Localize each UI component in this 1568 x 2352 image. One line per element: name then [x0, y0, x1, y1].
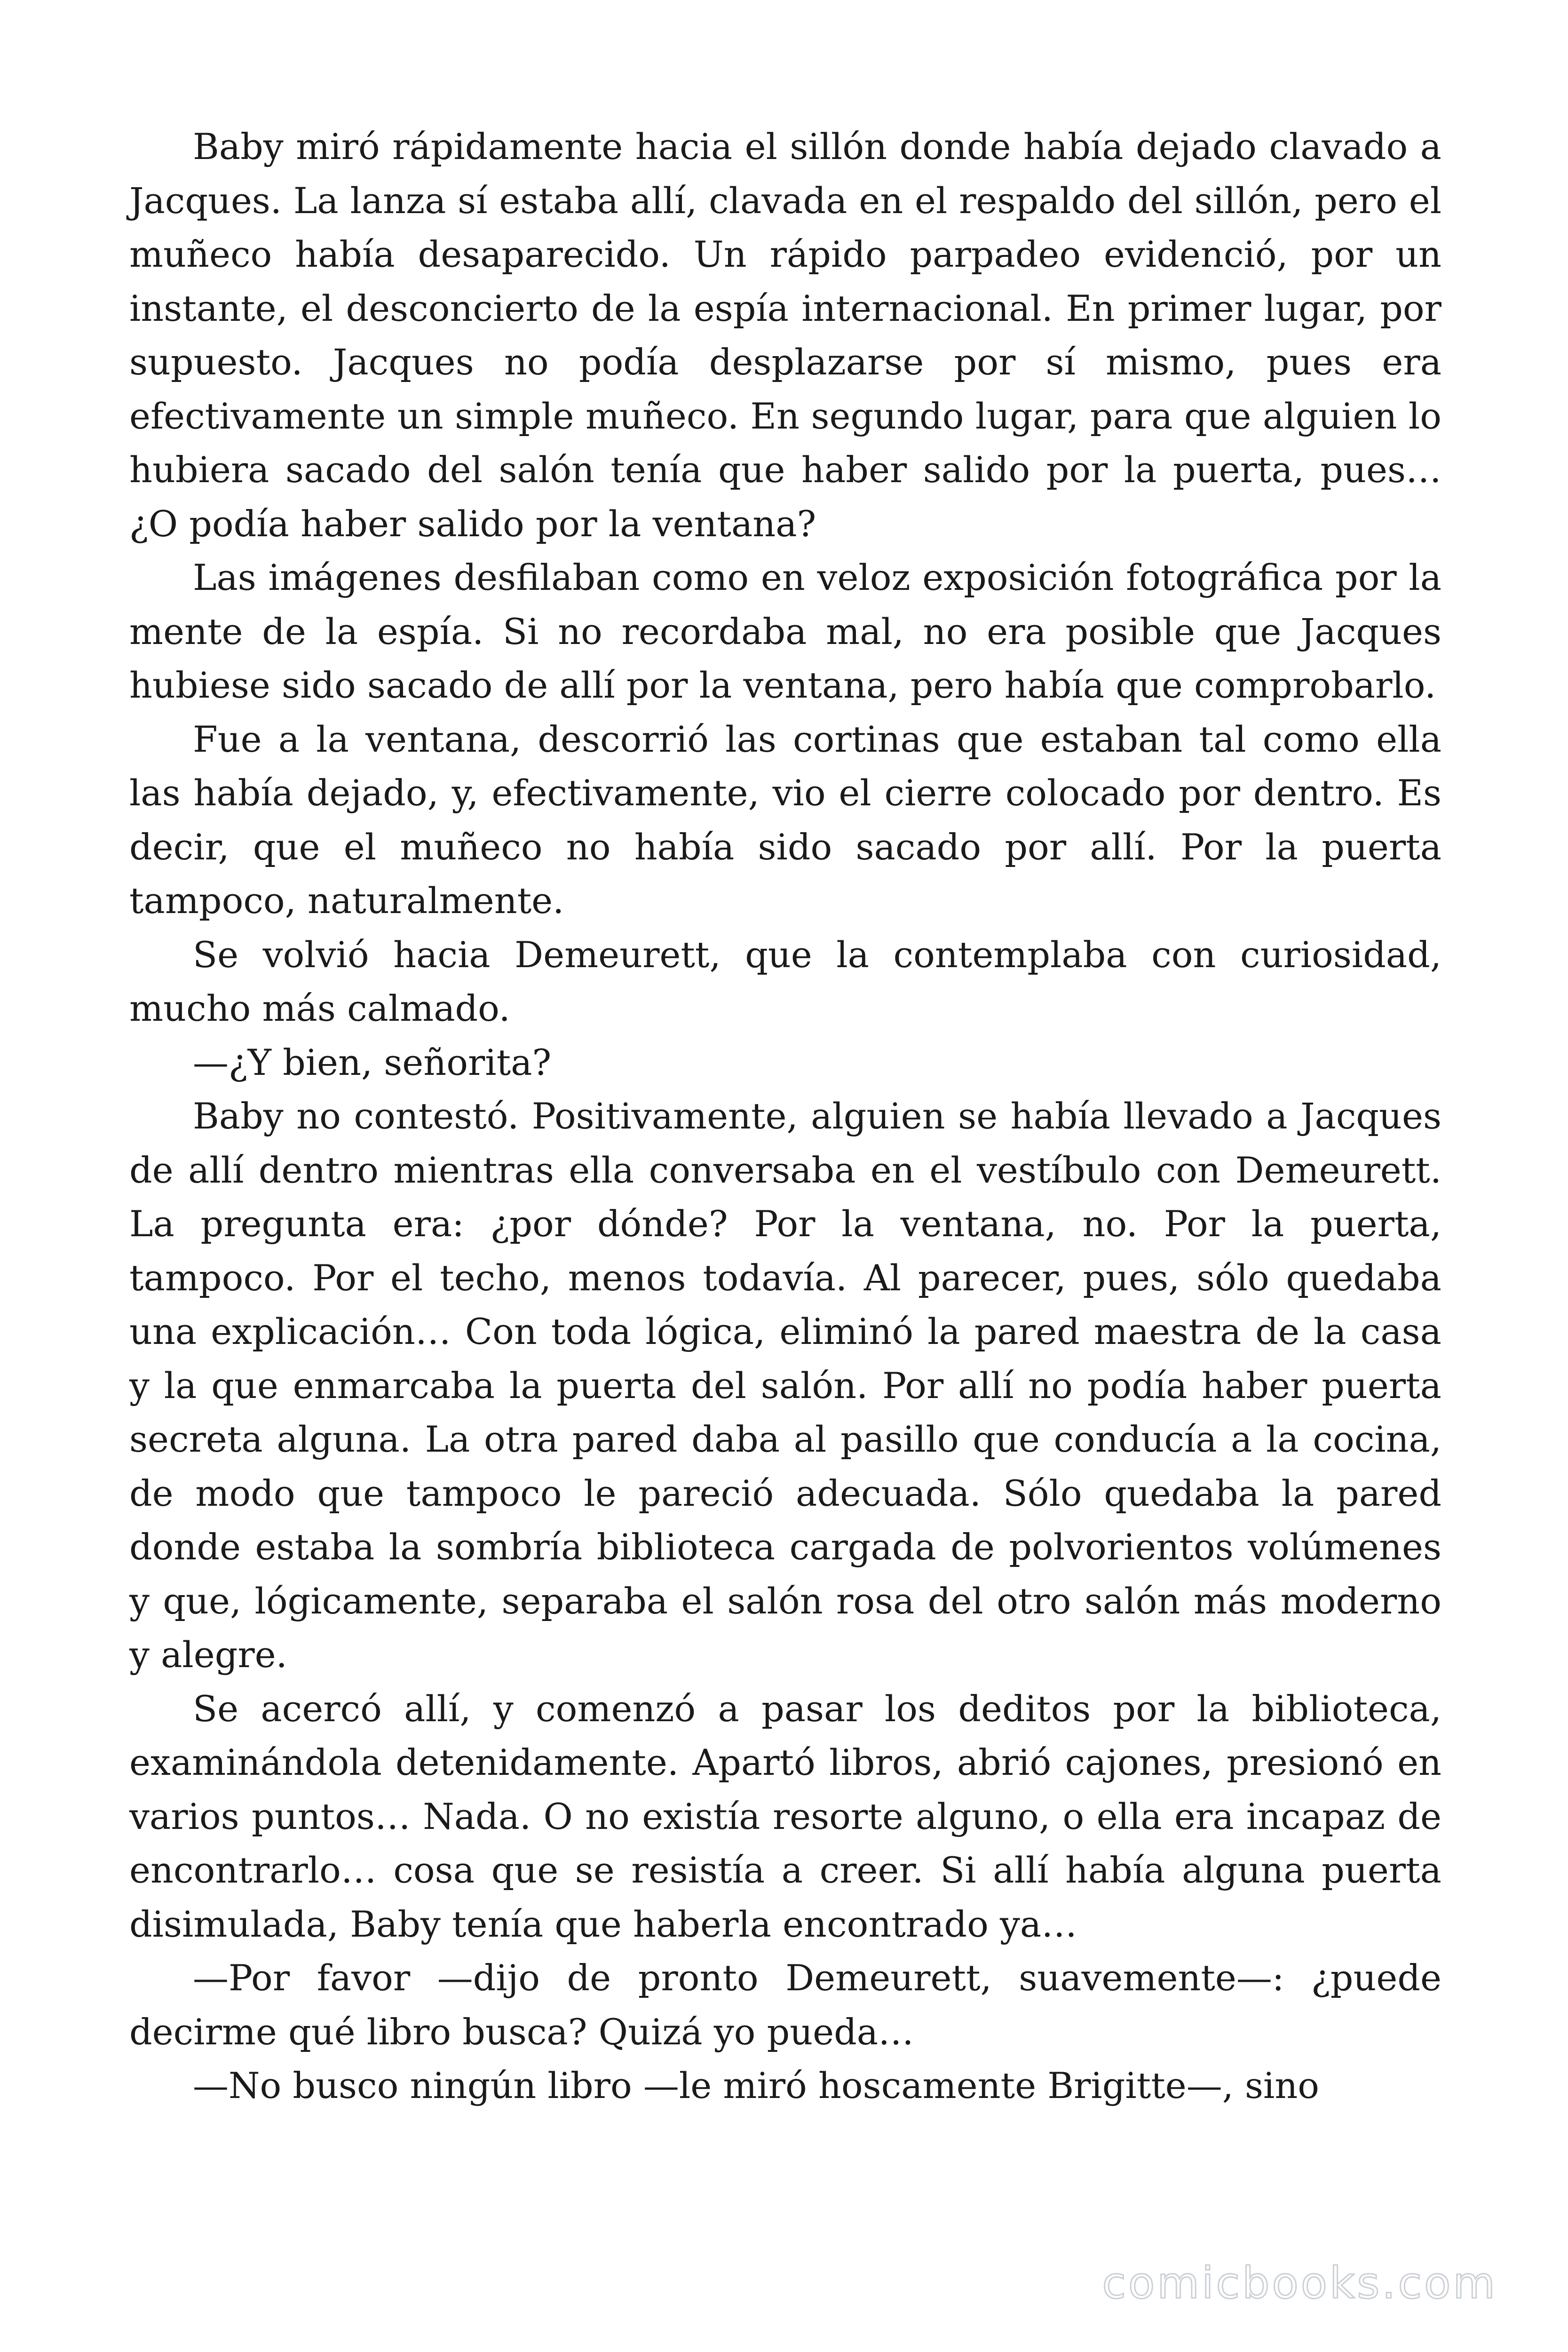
paragraph-3: Fue a la ventana, descorrió las cortinas que estaban tal como ella las había dejado, y, efectivamente, vio el cierre colocado por dentro. Es decir, que el muñeco no había sido sacado por allí. Por la puerta tampoco, naturalmente.: [129, 718, 1441, 922]
paragraph-7: Se acercó allí, y comenzó a pasar los deditos por la biblioteca, examinándola detenidamente. Apartó libros, abrió cajones, presionó en varios puntos… Nada. O no existía resorte alguno, o ella era incapaz de encontrarlo… cosa que se resistía a creer. Si allí había alguna puerta disimulada, Baby tenía que haberla encontrado ya…: [129, 1687, 1441, 1945]
paragraph-2: Las imágenes desfilaban como en veloz exposición fotográfica por la mente de la espía. Si no recordaba mal, no era posible que Jacques hubiese sido sacado de allí por la ventana, pero había que comprobarlo.: [129, 556, 1441, 706]
paragraph-5: —¿Y bien, señorita?: [193, 1041, 552, 1083]
paragraph-4: Se volvió hacia Demeurett, que la contemplaba con curiosidad, mucho más calmado.: [129, 933, 1441, 1029]
paragraph-9: —No busco ningún libro —le miró hoscamente Brigitte—, sino: [193, 2065, 1320, 2106]
paragraph-6: Baby no contestó. Positivamente, alguien se había llevado a Jacques de allí dentro mientras ella conversaba en el vestíbulo con Demeurett. La pregunta era: ¿por dónde? Por la ventana, no. Por la puerta, tampoco. Por el techo, menos todavía. Al parecer, pues, sólo quedaba una explicación… Con toda lógica, eliminó la pared maestra de la casa y la que enmarcaba la puerta del salón. Por allí no podía haber puerta secreta alguna. La otra pared daba al pasillo que conducía a la cocina, de modo que tampoco le pareció adecuada. Sólo quedaba la pared donde estaba la sombría biblioteca cargada de polvorientos volúmenes y que, lógicamente, separaba el salón rosa del otro salón más moderno y alegre.: [129, 1095, 1441, 1676]
paragraph-1: Baby miró rápidamente hacia el sillón donde había dejado clavado a Jacques. La lanza sí estaba allí, clavada en el respaldo del sillón, pero el muñeco había desaparecido. Un rápido parpadeo evidenció, por un instante, el desconcierto de la espía internacional. En primer lugar, por supuesto. Jacques no podía desplazarse por sí mismo, pues era efectivamente un simple muñeco. En segundo lugar, para que alguien lo hubiera sacado del salón tenía que haber salido por la puerta, pues… ¿O podía haber salido por la ventana?: [129, 126, 1441, 545]
watermark: comicbooks.com: [1102, 2258, 1497, 2308]
body-text: [129, 120, 1441, 2113]
paragraph-8: —Por favor —dijo de pronto Demeurett, suavemente—: ¿puede decirme qué libro busca? Quizá yo pueda…: [129, 1957, 1441, 2053]
